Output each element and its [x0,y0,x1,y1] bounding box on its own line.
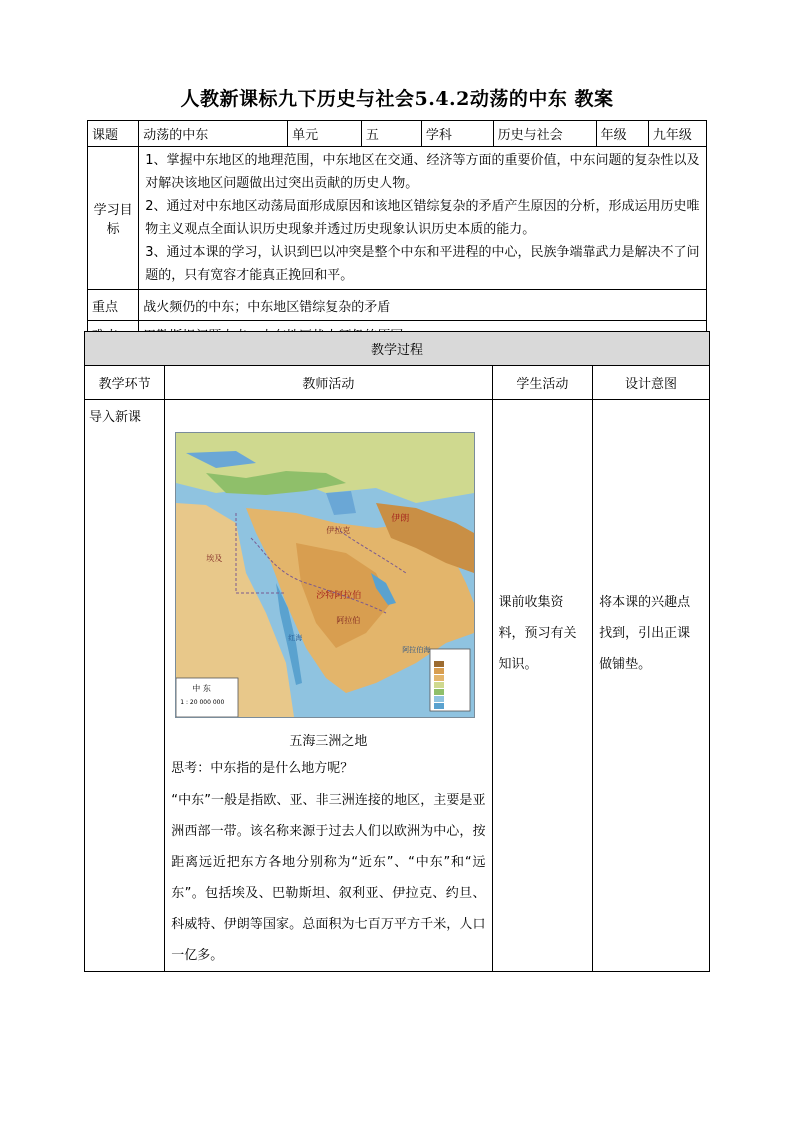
document-title: 人教新课标九下历史与社会5.4.2动荡的中东 教案 [180,88,614,110]
subject-label: 学科 [421,121,493,147]
unit-value: 五 [361,121,421,147]
column-header: 教学环节 [85,366,165,400]
map-caption: 五海三洲之地 [289,734,368,749]
map-label: 沙特阿拉伯 [316,591,362,601]
objective-item: 2、通过对中东地区动荡局面形成原因和该地区错综复杂的矛盾产生原因的分析，形成运用历史唯物主义观点全面认识历史现象并透过历史现象认识历史本质的能力。 [145,199,700,237]
column-header: 学生活动 [492,366,593,400]
subject-value: 历史与社会 [493,121,596,147]
map-label: 阿拉伯 [336,616,361,625]
map-scale: 1 : 20 000 000 [180,699,225,706]
objectives-label: 学习目标 [88,147,139,290]
column-header: 设计意图 [593,366,710,400]
teacher-activity-cell [165,400,492,972]
topic-label: 课题 [88,121,139,147]
map-label: 埃及 [206,554,223,563]
map-label: 伊拉克 [326,526,351,535]
middle-east-map [175,432,475,718]
explanation-text: “中东”一般是指欧、亚、非三洲连接的地区，主要是亚洲西部一带。该名称来源于过去人们以欧洲为中心，按距离远近把东方各地分别称为“近东”、“中东”和“远东”。包括埃及、巴勒斯坦、叙利亚、伊拉克、约旦、科威特、伊朗等国家。总面积为七百万平方千米，人口一亿多。 [171,793,486,963]
objective-item: 1、掌握中东地区的地理范围，中东地区在交通、经济等方面的重要价值，中东问题的复杂性以及对解决该地区问题做出过突出贡献的历史人物。 [145,153,700,191]
grade-value: 九年级 [648,121,706,147]
topic-value: 动荡的中东 [139,121,288,147]
key-points-value: 战火频仍的中东；中东地区错综复杂的矛盾 [139,290,707,321]
map-label: 红海 [288,634,303,642]
process-header: 教学过程 [85,332,710,366]
think-question: 思考：中东指的是什么地方呢？ [171,761,354,776]
stage-cell: 导入新课 [85,400,165,972]
student-activity-cell: 课前收集资料，预习有关知识。 [492,400,593,972]
column-header: 教师活动 [165,366,492,400]
lesson-info-table [87,120,707,349]
unit-label: 单元 [288,121,362,147]
design-intent-cell: 将本课的兴趣点找到，引出正课做铺垫。 [593,400,710,972]
map-label: 阿拉伯海 [402,646,431,654]
objective-item: 3、通过本课的学习，认识到巴以冲突是整个中东和平进程的中心，民族争端靠武力是解决不了问题的，只有宽容才能真正挽回和平。 [145,245,700,283]
map-graphic [176,433,474,717]
key-points-label: 重点 [88,290,139,321]
grade-label: 年级 [596,121,648,147]
objectives-content [139,147,707,290]
map-legend-title: 中 东 [192,684,211,693]
map-label: 伊朗 [391,514,410,524]
teaching-process-table [84,331,710,972]
